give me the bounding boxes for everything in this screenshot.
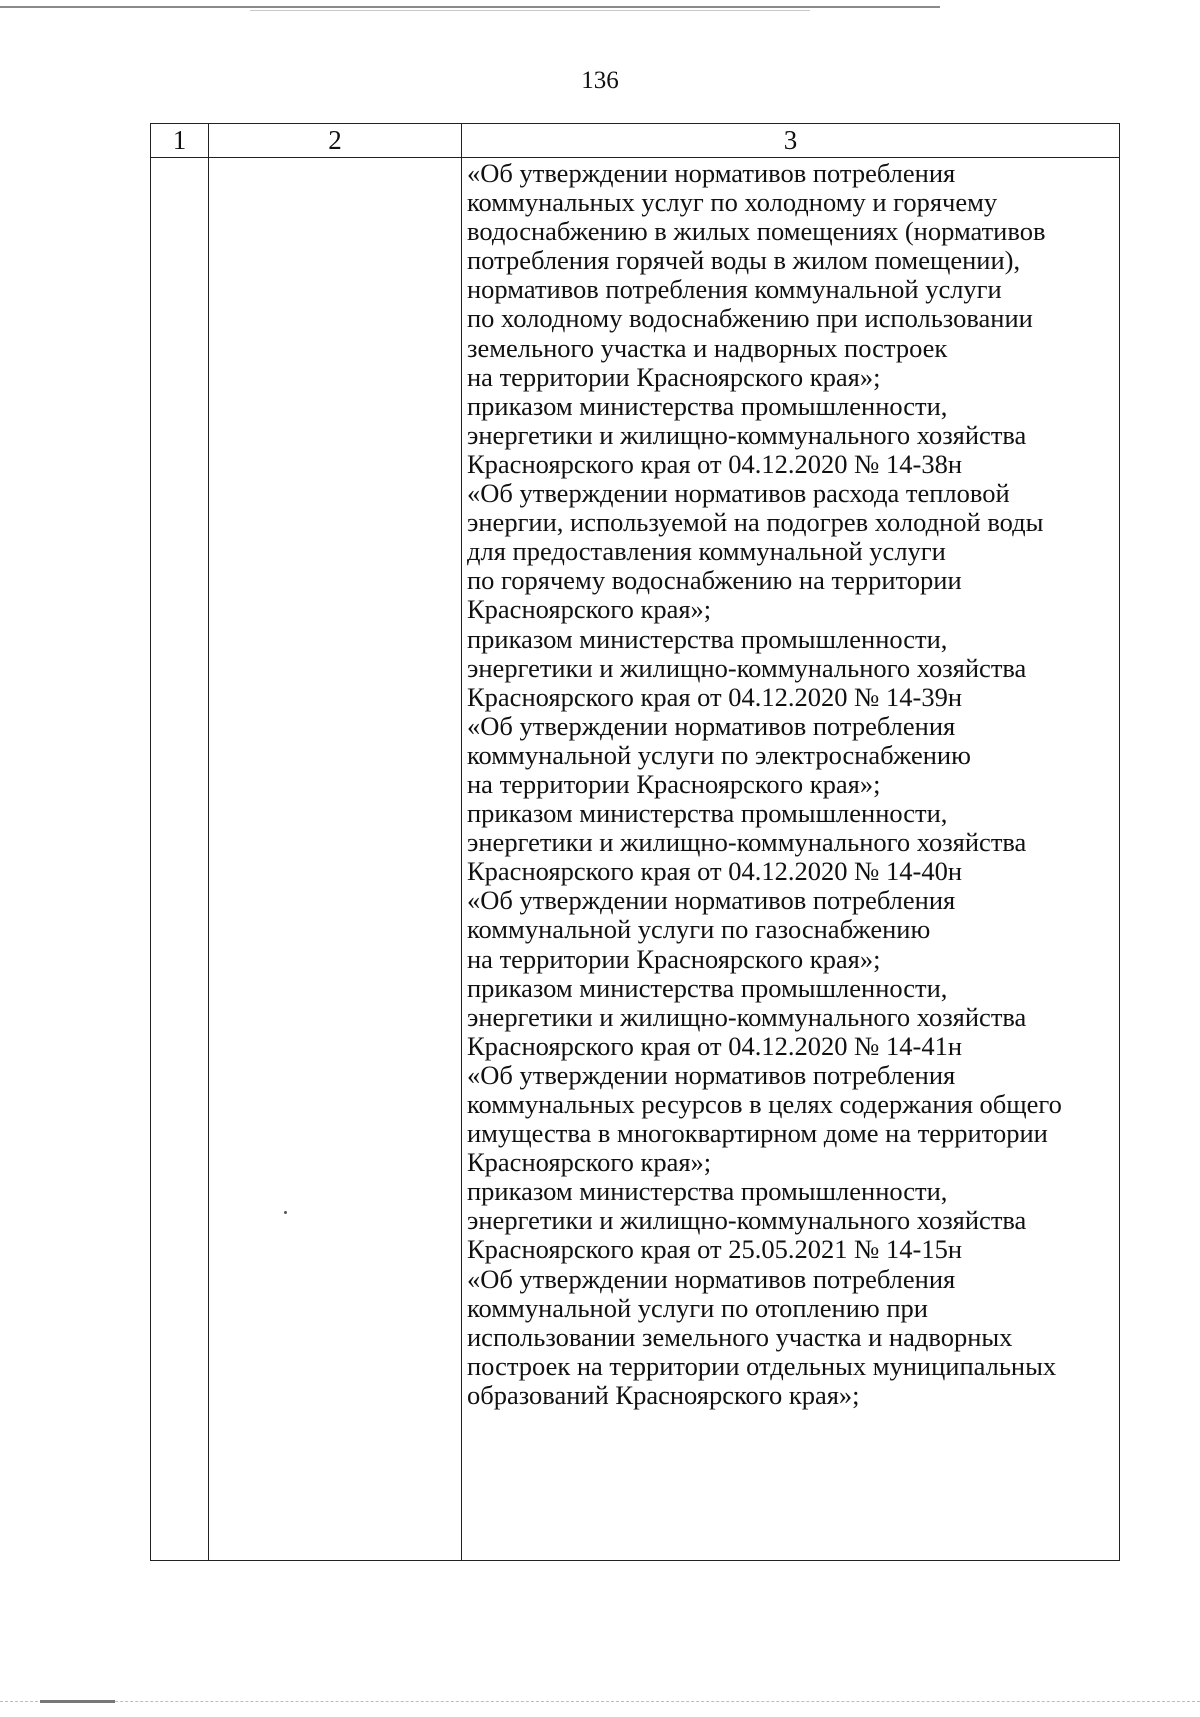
text-line: «Об утверждении нормативов потребления bbox=[467, 1059, 956, 1090]
text-line: на территории Красноярского края»; bbox=[467, 768, 881, 799]
text-line: коммунальных ресурсов в целях содержания общего bbox=[467, 1089, 1062, 1119]
text-line: энергетики и жилищно-коммунального хозяйства bbox=[467, 827, 1027, 858]
document-table bbox=[150, 123, 1120, 1561]
page-number: 136 bbox=[581, 67, 619, 94]
text-line: «Об утверждении нормативов потребления bbox=[467, 158, 956, 188]
text-line: Красноярского края от 04.12.2020 № 14-38н bbox=[467, 448, 963, 479]
text-line: «Об утверждении нормативов потребления bbox=[467, 885, 956, 916]
scan-top-edge-faint bbox=[250, 10, 810, 11]
text-line: коммунальных услуг по холодному и горячему bbox=[467, 187, 998, 218]
text-line: коммунальной услуги по газоснабжению bbox=[467, 914, 931, 945]
text-line: коммунальной услуги по электроснабжению bbox=[467, 739, 971, 770]
text-line: имущества в многоквартирном доме на территории bbox=[467, 1118, 1048, 1149]
cell-col3-text bbox=[462, 158, 1119, 1410]
text-line: «Об утверждении нормативов расхода тепловой bbox=[467, 478, 1010, 509]
table-header-row bbox=[151, 124, 1120, 158]
text-line: построек на территории отдельных муниципальных bbox=[467, 1350, 1057, 1381]
column-header-2: 2 bbox=[209, 124, 462, 158]
text-line: по горячему водоснабжению на территории bbox=[467, 565, 962, 596]
text-line: коммунальной услуги по отоплению при bbox=[467, 1292, 928, 1323]
text-line: земельного участка и надворных построек bbox=[467, 332, 948, 363]
text-line: на территории Красноярского края»; bbox=[467, 361, 881, 392]
text-line: приказом министерства промышленности, bbox=[467, 623, 948, 654]
text-line: «Об утверждении нормативов потребления bbox=[467, 710, 956, 741]
text-line: Красноярского края от 04.12.2020 № 14-39н bbox=[467, 681, 963, 712]
text-line: потребления горячей воды в жилом помещении), bbox=[467, 245, 1021, 276]
text-line: энергетики и жилищно-коммунального хозяйства bbox=[467, 1001, 1027, 1032]
text-line: приказом министерства промышленности, bbox=[467, 1176, 948, 1207]
text-line: приказом министерства промышленности, bbox=[467, 972, 948, 1003]
text-line: образований Красноярского края»; bbox=[467, 1379, 860, 1410]
text-line: энергетики и жилищно-коммунального хозяйства bbox=[467, 419, 1027, 450]
text-line: Красноярского края»; bbox=[467, 1147, 712, 1178]
text-line: Красноярского края от 04.12.2020 № 14-40н bbox=[467, 856, 963, 887]
text-line: использовании земельного участка и надворных bbox=[467, 1321, 1013, 1352]
text-line: по холодному водоснабжению при использовании bbox=[467, 303, 1033, 334]
cell-col2 bbox=[209, 158, 462, 1561]
column-header-1: 1 bbox=[151, 124, 209, 158]
cell-col1 bbox=[151, 158, 209, 1561]
scan-speck bbox=[284, 1211, 287, 1214]
text-line: Красноярского края»; bbox=[467, 594, 712, 625]
cell-col3 bbox=[462, 158, 1120, 1561]
text-line: нормативов потребления коммунальной услуги bbox=[467, 274, 1002, 305]
scan-bottom-mark bbox=[40, 1700, 115, 1703]
scan-bottom-edge bbox=[0, 1701, 1200, 1702]
scan-top-edge bbox=[0, 6, 940, 8]
text-line: энергии, используемой на подогрев холодной воды bbox=[467, 507, 1044, 538]
text-line: приказом министерства промышленности, bbox=[467, 798, 948, 829]
text-line: Красноярского края от 04.12.2020 № 14-41н bbox=[467, 1030, 963, 1061]
column-header-3: 3 bbox=[462, 124, 1120, 158]
text-line: на территории Красноярского края»; bbox=[467, 943, 881, 974]
text-line: приказом министерства промышленности, bbox=[467, 390, 948, 421]
text-line: «Об утверждении нормативов потребления bbox=[467, 1263, 956, 1294]
text-line: энергетики и жилищно-коммунального хозяйства bbox=[467, 652, 1027, 683]
text-line: Красноярского края от 25.05.2021 № 14-15н bbox=[467, 1234, 963, 1265]
text-line: энергетики и жилищно-коммунального хозяйства bbox=[467, 1205, 1027, 1236]
text-line: водоснабжению в жилых помещениях (нормативов bbox=[467, 216, 1046, 247]
text-line: для предоставления коммунальной услуги bbox=[467, 536, 946, 567]
table-row bbox=[151, 158, 1120, 1561]
